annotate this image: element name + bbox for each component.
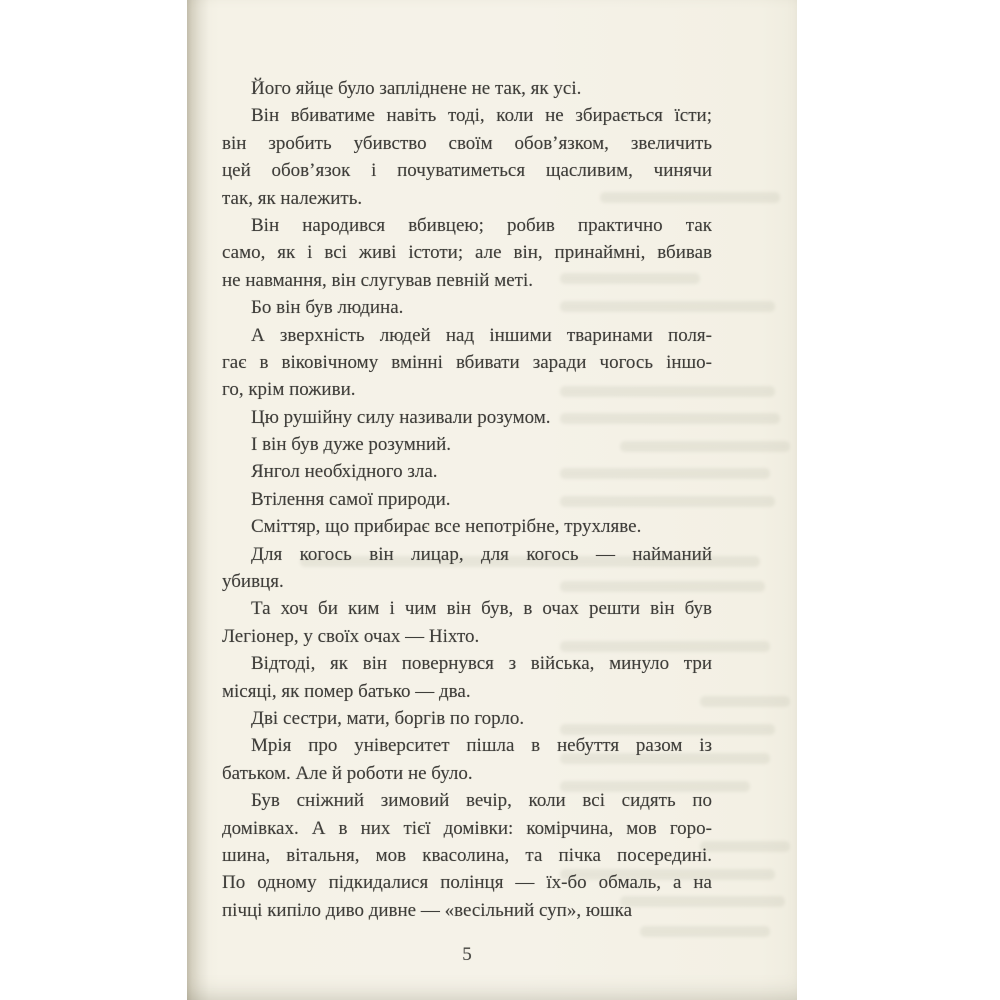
text-line: І він був дуже розумний. [251,434,452,456]
bleed-through-line [700,696,790,707]
text-line: гає в віковічному вмінні вбивати заради чогось іншо- [222,351,712,373]
page-gutter-shadow [187,0,209,1000]
text-line: По одному підкидалися полінця — їх-бо обмаль, а на [222,872,712,894]
book-page [187,0,797,1000]
text-line: він зробить убивство своїм обов’язком, звеличить [222,132,712,154]
text-line: цей обов’язок і почуватиметься щасливим, чинячи [222,160,712,182]
text-line: Та хоч би ким і чим він був, в очах решти він був [251,598,712,620]
page-text [222,75,712,924]
bleed-through-line [700,841,790,852]
text-line: Дві сестри, мати, боргів по горло. [251,707,525,729]
text-line: так, як належить. [222,187,363,209]
text-line: Він вбиватиме навіть тоді, коли не збирається їсти; [251,105,712,127]
text-line: пічці кипіло диво дивне — «весільний суп», юшка [222,899,633,921]
page-number: 5 [462,944,472,965]
text-line: убивця. [222,571,284,593]
text-line: само, як і всі живі істоти; але він, принаймні, вбивав [222,242,712,264]
text-line: домівках. А в них тієї домівки: комірчина, мов горо- [222,817,712,839]
text-line: Бо він був людина. [251,297,404,319]
text-line: шина, вітальня, мов квасолина, та пічка посередині. [222,844,712,866]
text-line: Сміттяр, що прибирає все непотрібне, трухляве. [251,516,642,538]
text-line: Відтоді, як він повернувся з війська, минуло три [251,653,712,675]
text-line: Його яйце було запліднене не так, як усі. [251,78,582,99]
text-line: Цю рушійну силу називали розумом. [251,406,551,428]
text-line: Легіонер, у своїх очах — Ніхто. [222,625,480,647]
text-line: батьком. Але й роботи не було. [222,762,473,784]
text-line: місяці, як помер батько — два. [222,680,471,702]
text-line: го, крім поживи. [222,379,356,401]
text-line: Янгол необхідного зла. [251,461,438,483]
text-line: Був сніжний зимовий вечір, коли всі сидять по [251,790,712,812]
text-line: Втілення самої природи. [251,488,451,510]
text-line: А зверхність людей над іншими тваринами поля- [251,324,712,346]
text-line: не навмання, він слугував певній меті. [222,269,533,291]
text-line: Він народився вбивцею; робив практично так [251,214,712,236]
text-line: Для когось він лицар, для когось — найманий [251,543,712,565]
text-line: Мрія про університет пішла в небуття разом із [251,735,712,757]
bleed-through-line [640,926,770,937]
